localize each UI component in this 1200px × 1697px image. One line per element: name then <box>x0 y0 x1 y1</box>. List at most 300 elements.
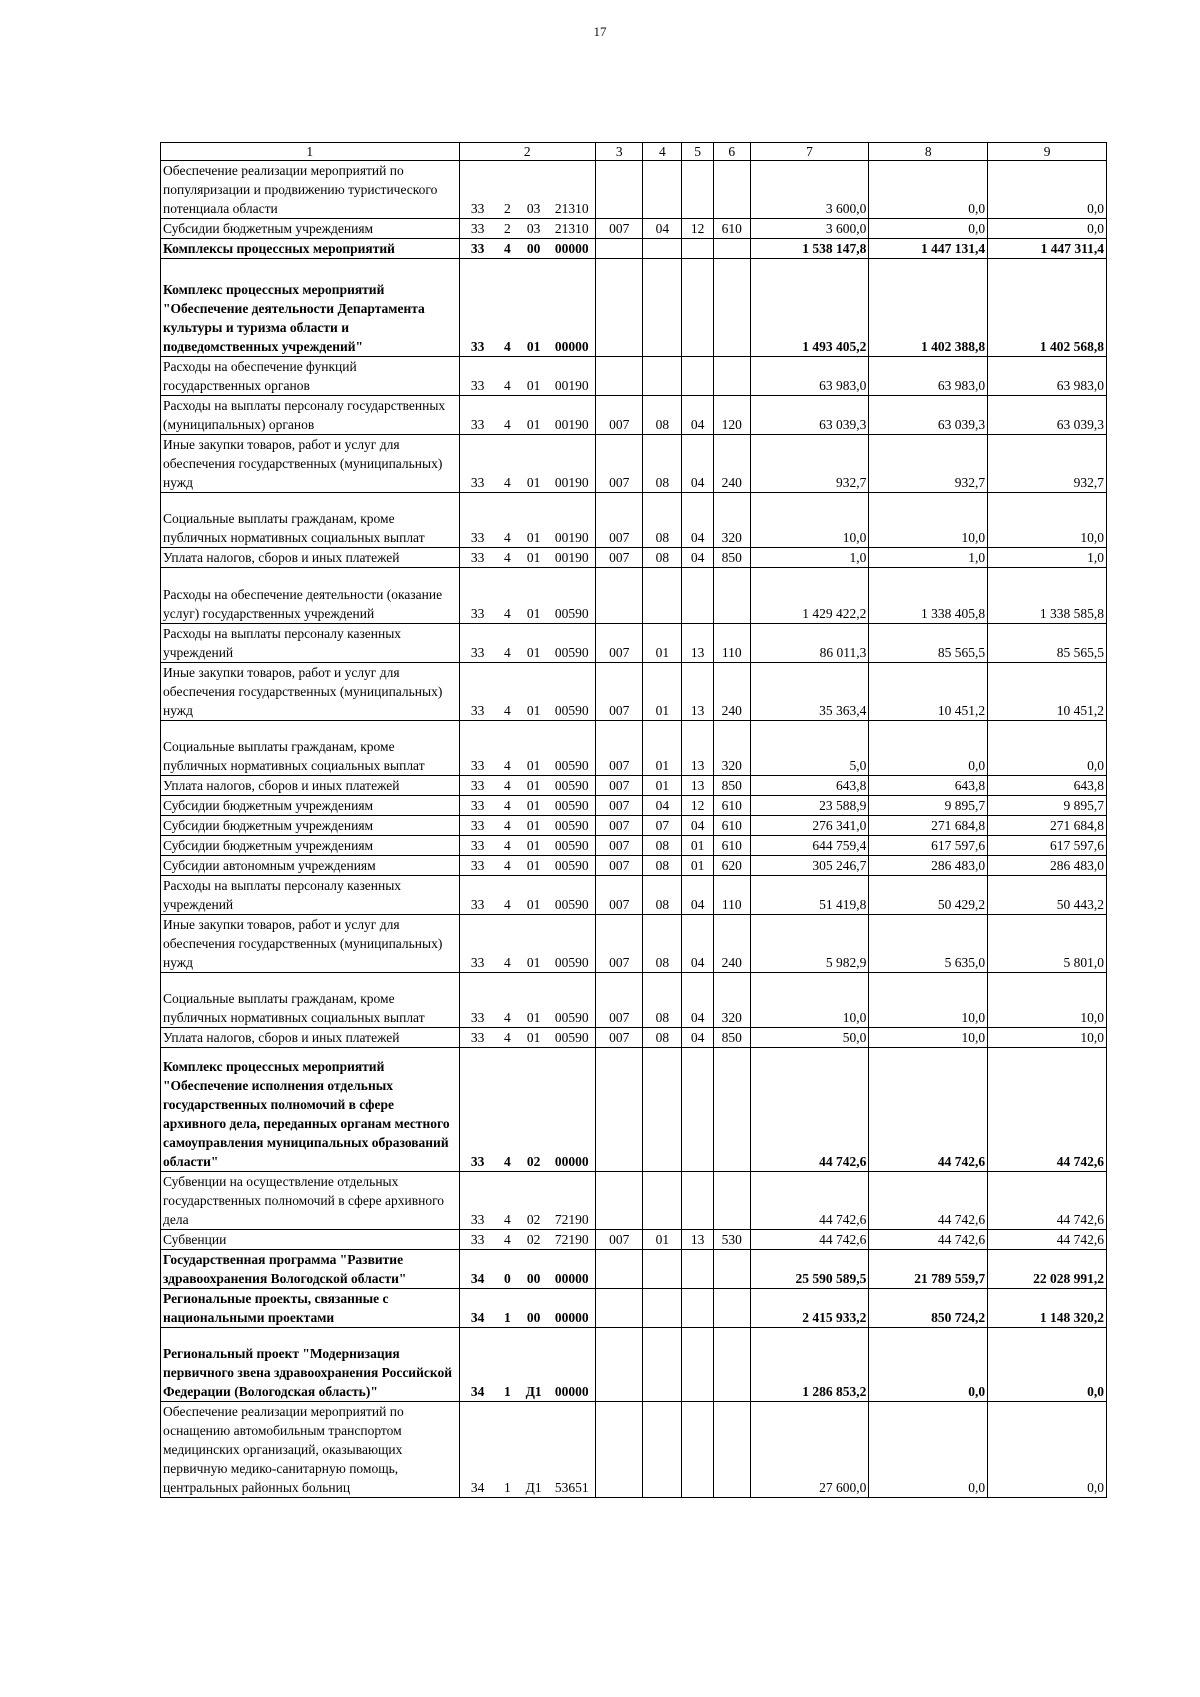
row-code-ministry: 007 <box>596 915 643 973</box>
row-code-group: 03 <box>519 219 548 239</box>
table-row <box>161 568 1107 624</box>
row-code-subsection <box>682 259 714 357</box>
row-code-expense-type <box>713 161 750 219</box>
row-code-program: 33 <box>459 1230 496 1250</box>
row-code-expense-type: 610 <box>713 219 750 239</box>
row-amount-year1: 276 341,0 <box>750 816 869 836</box>
row-description: Субсидии автономным учреждениям <box>161 856 460 876</box>
row-code-expense-type <box>713 239 750 259</box>
row-code-section: 08 <box>643 548 682 568</box>
row-code-subsection: 01 <box>682 856 714 876</box>
row-code-subprogram: 4 <box>496 796 519 816</box>
row-amount-year1: 644 759,4 <box>750 836 869 856</box>
row-code-group: 01 <box>519 568 548 624</box>
row-code-ministry <box>596 357 643 396</box>
table-row <box>161 435 1107 493</box>
row-code-expense-type: 610 <box>713 836 750 856</box>
row-code-program: 34 <box>459 1402 496 1498</box>
row-code-section: 04 <box>643 219 682 239</box>
row-code-ministry: 007 <box>596 396 643 435</box>
row-amount-year3: 286 483,0 <box>988 856 1107 876</box>
header-col-6: 6 <box>713 143 750 161</box>
row-amount-year2: 0,0 <box>869 1402 988 1498</box>
header-col-1: 1 <box>161 143 460 161</box>
row-code-group: 01 <box>519 816 548 836</box>
row-code-direction: 00590 <box>548 796 595 816</box>
row-amount-year1: 10,0 <box>750 973 869 1028</box>
row-code-expense-type: 240 <box>713 915 750 973</box>
row-amount-year3: 1 447 311,4 <box>988 239 1107 259</box>
row-amount-year1: 63 983,0 <box>750 357 869 396</box>
row-code-section: 08 <box>643 435 682 493</box>
row-code-section: 08 <box>643 876 682 915</box>
table-row <box>161 836 1107 856</box>
row-description: Расходы на выплаты персоналу государственных (муниципальных) органов <box>161 396 460 435</box>
row-description: Социальные выплаты гражданам, кроме публичных нормативных социальных выплат <box>161 493 460 548</box>
row-code-expense-type: 320 <box>713 493 750 548</box>
row-code-subprogram: 4 <box>496 915 519 973</box>
row-code-subprogram: 0 <box>496 1250 519 1289</box>
row-amount-year2: 85 565,5 <box>869 624 988 663</box>
row-amount-year2: 44 742,6 <box>869 1048 988 1172</box>
row-description: Региональные проекты, связанные с национальными проектами <box>161 1289 460 1328</box>
row-code-ministry: 007 <box>596 493 643 548</box>
row-amount-year3: 44 742,6 <box>988 1048 1107 1172</box>
row-code-subsection: 04 <box>682 435 714 493</box>
row-description: Расходы на обеспечение функций государственных органов <box>161 357 460 396</box>
table-row <box>161 219 1107 239</box>
row-code-program: 33 <box>459 876 496 915</box>
row-code-expense-type <box>713 1172 750 1230</box>
row-amount-year1: 44 742,6 <box>750 1048 869 1172</box>
row-code-subprogram: 4 <box>496 259 519 357</box>
row-amount-year2: 643,8 <box>869 776 988 796</box>
row-description: Обеспечение реализации мероприятий по оснащению автомобильным транспортом медицинских организаций, оказывающих первичную медико-санитарную помощь, центральных районных больниц <box>161 1402 460 1498</box>
row-code-section: 08 <box>643 1028 682 1048</box>
row-amount-year2: 21 789 559,7 <box>869 1250 988 1289</box>
row-code-program: 33 <box>459 548 496 568</box>
row-code-section: 04 <box>643 796 682 816</box>
row-amount-year2: 1 447 131,4 <box>869 239 988 259</box>
row-code-section: 01 <box>643 776 682 796</box>
row-code-direction: 00000 <box>548 259 595 357</box>
row-code-section: 01 <box>643 1230 682 1250</box>
row-code-program: 34 <box>459 1250 496 1289</box>
row-code-direction: 72190 <box>548 1230 595 1250</box>
row-description: Уплата налогов, сборов и иных платежей <box>161 548 460 568</box>
row-code-group: 00 <box>519 1250 548 1289</box>
row-code-ministry: 007 <box>596 721 643 776</box>
row-code-ministry: 007 <box>596 548 643 568</box>
row-code-group: Д1 <box>519 1402 548 1498</box>
row-code-direction: 00590 <box>548 721 595 776</box>
row-code-ministry: 007 <box>596 435 643 493</box>
row-code-subprogram: 4 <box>496 876 519 915</box>
row-amount-year3: 932,7 <box>988 435 1107 493</box>
row-code-direction: 21310 <box>548 161 595 219</box>
row-code-subprogram: 4 <box>496 721 519 776</box>
row-code-group: 01 <box>519 973 548 1028</box>
header-row <box>161 143 1107 161</box>
row-amount-year3: 617 597,6 <box>988 836 1107 856</box>
row-code-subprogram: 4 <box>496 435 519 493</box>
row-amount-year1: 23 588,9 <box>750 796 869 816</box>
row-code-expense-type: 320 <box>713 973 750 1028</box>
row-code-ministry <box>596 161 643 219</box>
row-description: Расходы на выплаты персоналу казенных учреждений <box>161 624 460 663</box>
row-code-expense-type <box>713 1048 750 1172</box>
row-code-subsection: 13 <box>682 721 714 776</box>
row-code-direction: 00590 <box>548 973 595 1028</box>
row-code-group: 02 <box>519 1172 548 1230</box>
row-code-group: 01 <box>519 663 548 721</box>
row-code-group: 01 <box>519 836 548 856</box>
table-row <box>161 1328 1107 1402</box>
row-amount-year2: 0,0 <box>869 721 988 776</box>
row-amount-year2: 0,0 <box>869 161 988 219</box>
row-code-section: 08 <box>643 915 682 973</box>
row-amount-year3: 63 039,3 <box>988 396 1107 435</box>
row-amount-year2: 44 742,6 <box>869 1172 988 1230</box>
row-code-section <box>643 161 682 219</box>
row-code-direction: 00190 <box>548 548 595 568</box>
row-amount-year2: 44 742,6 <box>869 1230 988 1250</box>
row-amount-year2: 1 338 405,8 <box>869 568 988 624</box>
row-code-subsection: 12 <box>682 219 714 239</box>
row-code-subsection: 04 <box>682 396 714 435</box>
row-code-ministry: 007 <box>596 796 643 816</box>
row-amount-year3: 9 895,7 <box>988 796 1107 816</box>
row-amount-year3: 44 742,6 <box>988 1230 1107 1250</box>
row-code-direction: 00000 <box>548 239 595 259</box>
row-code-subprogram: 4 <box>496 239 519 259</box>
row-code-subsection: 13 <box>682 624 714 663</box>
row-code-direction: 53651 <box>548 1402 595 1498</box>
row-description: Иные закупки товаров, работ и услуг для обеспечения государственных (муниципальных) нужд <box>161 435 460 493</box>
header-col-7: 7 <box>750 143 869 161</box>
row-amount-year3: 1 402 568,8 <box>988 259 1107 357</box>
row-code-subprogram: 1 <box>496 1289 519 1328</box>
row-code-subsection: 04 <box>682 816 714 836</box>
row-amount-year3: 10,0 <box>988 973 1107 1028</box>
row-code-ministry <box>596 568 643 624</box>
row-code-section: 01 <box>643 624 682 663</box>
row-code-subprogram: 4 <box>496 836 519 856</box>
row-code-program: 33 <box>459 624 496 663</box>
table-row <box>161 796 1107 816</box>
row-code-direction: 00590 <box>548 1028 595 1048</box>
row-code-program: 33 <box>459 836 496 856</box>
row-description: Социальные выплаты гражданам, кроме публичных нормативных социальных выплат <box>161 721 460 776</box>
row-code-ministry: 007 <box>596 816 643 836</box>
row-code-ministry: 007 <box>596 219 643 239</box>
header-col-2: 2 <box>459 143 596 161</box>
row-code-group: 01 <box>519 915 548 973</box>
row-amount-year2: 10,0 <box>869 973 988 1028</box>
row-code-program: 33 <box>459 219 496 239</box>
row-code-expense-type <box>713 568 750 624</box>
row-code-expense-type: 620 <box>713 856 750 876</box>
row-code-direction: 00590 <box>548 915 595 973</box>
row-code-expense-type: 850 <box>713 548 750 568</box>
row-amount-year3: 85 565,5 <box>988 624 1107 663</box>
row-amount-year2: 0,0 <box>869 219 988 239</box>
row-code-group: 01 <box>519 796 548 816</box>
row-amount-year3: 10 451,2 <box>988 663 1107 721</box>
table-row <box>161 856 1107 876</box>
row-amount-year2: 286 483,0 <box>869 856 988 876</box>
row-code-program: 33 <box>459 1028 496 1048</box>
row-code-group: 01 <box>519 721 548 776</box>
row-code-subsection: 04 <box>682 548 714 568</box>
row-code-program: 33 <box>459 435 496 493</box>
row-code-subprogram: 4 <box>496 816 519 836</box>
row-amount-year3: 0,0 <box>988 161 1107 219</box>
row-code-program: 33 <box>459 721 496 776</box>
table-row <box>161 259 1107 357</box>
row-code-expense-type <box>713 1328 750 1402</box>
table-row <box>161 973 1107 1028</box>
row-code-subsection: 04 <box>682 915 714 973</box>
row-code-section: 01 <box>643 663 682 721</box>
row-description: Социальные выплаты гражданам, кроме публичных нормативных социальных выплат <box>161 973 460 1028</box>
row-code-subprogram: 4 <box>496 568 519 624</box>
row-amount-year2: 50 429,2 <box>869 876 988 915</box>
row-amount-year3: 22 028 991,2 <box>988 1250 1107 1289</box>
row-amount-year3: 0,0 <box>988 1402 1107 1498</box>
row-amount-year1: 63 039,3 <box>750 396 869 435</box>
row-code-group: 01 <box>519 435 548 493</box>
row-code-group: 01 <box>519 776 548 796</box>
row-code-subprogram: 4 <box>496 624 519 663</box>
row-description: Государственная программа "Развитие здравоохранения Вологодской области" <box>161 1250 460 1289</box>
table-row <box>161 663 1107 721</box>
table-row <box>161 1028 1107 1048</box>
row-code-ministry: 007 <box>596 973 643 1028</box>
row-code-direction: 72190 <box>548 1172 595 1230</box>
row-code-section: 07 <box>643 816 682 836</box>
header-col-9: 9 <box>988 143 1107 161</box>
row-code-subsection: 13 <box>682 663 714 721</box>
row-description: Субсидии бюджетным учреждениям <box>161 796 460 816</box>
row-description: Иные закупки товаров, работ и услуг для обеспечения государственных (муниципальных) нужд <box>161 663 460 721</box>
row-amount-year1: 1 286 853,2 <box>750 1328 869 1402</box>
row-code-expense-type <box>713 259 750 357</box>
row-code-ministry: 007 <box>596 856 643 876</box>
table-row <box>161 1230 1107 1250</box>
row-amount-year2: 5 635,0 <box>869 915 988 973</box>
row-code-group: Д1 <box>519 1328 548 1402</box>
row-code-section: 01 <box>643 721 682 776</box>
row-code-expense-type <box>713 1402 750 1498</box>
row-code-section: 08 <box>643 493 682 548</box>
row-code-program: 33 <box>459 1172 496 1230</box>
row-amount-year3: 1,0 <box>988 548 1107 568</box>
row-description: Субсидии бюджетным учреждениям <box>161 219 460 239</box>
row-code-ministry <box>596 1048 643 1172</box>
header-col-8: 8 <box>869 143 988 161</box>
row-amount-year3: 0,0 <box>988 721 1107 776</box>
row-code-direction: 00190 <box>548 493 595 548</box>
row-amount-year2: 10 451,2 <box>869 663 988 721</box>
row-amount-year2: 617 597,6 <box>869 836 988 856</box>
row-code-expense-type: 610 <box>713 816 750 836</box>
row-amount-year2: 1,0 <box>869 548 988 568</box>
row-code-group: 01 <box>519 548 548 568</box>
row-code-subsection: 12 <box>682 796 714 816</box>
row-code-subprogram: 1 <box>496 1328 519 1402</box>
row-code-expense-type: 120 <box>713 396 750 435</box>
row-amount-year3: 50 443,2 <box>988 876 1107 915</box>
row-code-program: 33 <box>459 1048 496 1172</box>
row-amount-year1: 51 419,8 <box>750 876 869 915</box>
row-amount-year1: 27 600,0 <box>750 1402 869 1498</box>
row-code-subprogram: 4 <box>496 357 519 396</box>
row-description: Комплексы процессных мероприятий <box>161 239 460 259</box>
row-code-section: 08 <box>643 836 682 856</box>
row-amount-year1: 643,8 <box>750 776 869 796</box>
row-code-subprogram: 2 <box>496 161 519 219</box>
row-code-program: 33 <box>459 973 496 1028</box>
row-code-expense-type: 850 <box>713 776 750 796</box>
row-description: Субсидии бюджетным учреждениям <box>161 836 460 856</box>
row-code-expense-type <box>713 1289 750 1328</box>
row-code-subsection <box>682 568 714 624</box>
row-code-direction: 00590 <box>548 856 595 876</box>
table-row <box>161 239 1107 259</box>
table-row <box>161 161 1107 219</box>
row-amount-year3: 0,0 <box>988 1328 1107 1402</box>
row-code-program: 33 <box>459 161 496 219</box>
row-amount-year1: 3 600,0 <box>750 161 869 219</box>
row-code-subsection <box>682 1250 714 1289</box>
row-code-subsection <box>682 1328 714 1402</box>
row-code-direction: 00590 <box>548 624 595 663</box>
row-description: Субвенции на осуществление отдельных государственных полномочий в сфере архивного дела <box>161 1172 460 1230</box>
row-code-group: 01 <box>519 624 548 663</box>
table-row <box>161 548 1107 568</box>
row-amount-year3: 44 742,6 <box>988 1172 1107 1230</box>
table-row <box>161 1172 1107 1230</box>
row-amount-year1: 3 600,0 <box>750 219 869 239</box>
row-code-group: 01 <box>519 876 548 915</box>
row-code-direction: 00590 <box>548 876 595 915</box>
row-code-subprogram: 4 <box>496 663 519 721</box>
row-code-direction: 00000 <box>548 1250 595 1289</box>
row-code-direction: 00590 <box>548 663 595 721</box>
table-row <box>161 1250 1107 1289</box>
row-code-expense-type: 110 <box>713 876 750 915</box>
row-amount-year3: 0,0 <box>988 219 1107 239</box>
row-amount-year3: 63 983,0 <box>988 357 1107 396</box>
row-amount-year2: 63 983,0 <box>869 357 988 396</box>
row-code-subsection <box>682 1402 714 1498</box>
row-code-direction: 00590 <box>548 816 595 836</box>
row-description: Иные закупки товаров, работ и услуг для обеспечения государственных (муниципальных) нужд <box>161 915 460 973</box>
row-code-subprogram: 1 <box>496 1402 519 1498</box>
table-row <box>161 816 1107 836</box>
row-code-group: 00 <box>519 239 548 259</box>
row-code-ministry <box>596 239 643 259</box>
row-code-subprogram: 4 <box>496 856 519 876</box>
row-code-subsection <box>682 161 714 219</box>
row-amount-year1: 1 538 147,8 <box>750 239 869 259</box>
row-description: Комплекс процессных мероприятий "Обеспечение деятельности Департамента культуры и туризма области и подведомственных учреждений" <box>161 259 460 357</box>
row-code-ministry: 007 <box>596 624 643 663</box>
row-amount-year2: 9 895,7 <box>869 796 988 816</box>
row-amount-year1: 305 246,7 <box>750 856 869 876</box>
table-row <box>161 1048 1107 1172</box>
row-code-ministry: 007 <box>596 1028 643 1048</box>
table-row <box>161 357 1107 396</box>
row-code-group: 01 <box>519 357 548 396</box>
row-code-subsection <box>682 1172 714 1230</box>
row-code-ministry: 007 <box>596 876 643 915</box>
table-row <box>161 493 1107 548</box>
row-code-subsection: 04 <box>682 1028 714 1048</box>
row-code-section: 08 <box>643 396 682 435</box>
row-code-program: 33 <box>459 259 496 357</box>
row-amount-year1: 10,0 <box>750 493 869 548</box>
row-code-section: 08 <box>643 856 682 876</box>
row-code-ministry: 007 <box>596 836 643 856</box>
row-code-program: 34 <box>459 1289 496 1328</box>
row-code-ministry: 007 <box>596 776 643 796</box>
row-code-expense-type: 320 <box>713 721 750 776</box>
row-code-direction: 00190 <box>548 396 595 435</box>
row-code-direction: 21310 <box>548 219 595 239</box>
row-code-ministry <box>596 1402 643 1498</box>
row-code-subprogram: 4 <box>496 1048 519 1172</box>
row-code-group: 01 <box>519 259 548 357</box>
row-amount-year1: 1 429 422,2 <box>750 568 869 624</box>
row-amount-year3: 5 801,0 <box>988 915 1107 973</box>
row-amount-year2: 850 724,2 <box>869 1289 988 1328</box>
table-row <box>161 915 1107 973</box>
row-code-expense-type: 850 <box>713 1028 750 1048</box>
row-amount-year3: 1 338 585,8 <box>988 568 1107 624</box>
row-code-direction: 00000 <box>548 1048 595 1172</box>
row-description: Расходы на обеспечение деятельности (оказание услуг) государственных учреждений <box>161 568 460 624</box>
row-description: Уплата налогов, сборов и иных платежей <box>161 1028 460 1048</box>
table-row <box>161 1402 1107 1498</box>
row-code-direction: 00190 <box>548 357 595 396</box>
row-code-program: 34 <box>459 1328 496 1402</box>
row-amount-year1: 1 493 405,2 <box>750 259 869 357</box>
row-amount-year1: 50,0 <box>750 1028 869 1048</box>
row-code-direction: 00590 <box>548 568 595 624</box>
row-amount-year1: 44 742,6 <box>750 1230 869 1250</box>
header-col-4: 4 <box>643 143 682 161</box>
row-amount-year1: 86 011,3 <box>750 624 869 663</box>
row-code-section <box>643 357 682 396</box>
row-code-program: 33 <box>459 239 496 259</box>
row-amount-year2: 1 402 388,8 <box>869 259 988 357</box>
row-amount-year2: 932,7 <box>869 435 988 493</box>
row-amount-year1: 1,0 <box>750 548 869 568</box>
row-code-subsection: 13 <box>682 776 714 796</box>
table-row <box>161 396 1107 435</box>
row-amount-year2: 63 039,3 <box>869 396 988 435</box>
row-amount-year1: 2 415 933,2 <box>750 1289 869 1328</box>
row-code-group: 02 <box>519 1048 548 1172</box>
row-code-section <box>643 1250 682 1289</box>
row-code-program: 33 <box>459 663 496 721</box>
row-amount-year3: 10,0 <box>988 1028 1107 1048</box>
row-code-ministry: 007 <box>596 1230 643 1250</box>
row-code-expense-type <box>713 1250 750 1289</box>
header-col-5: 5 <box>682 143 714 161</box>
